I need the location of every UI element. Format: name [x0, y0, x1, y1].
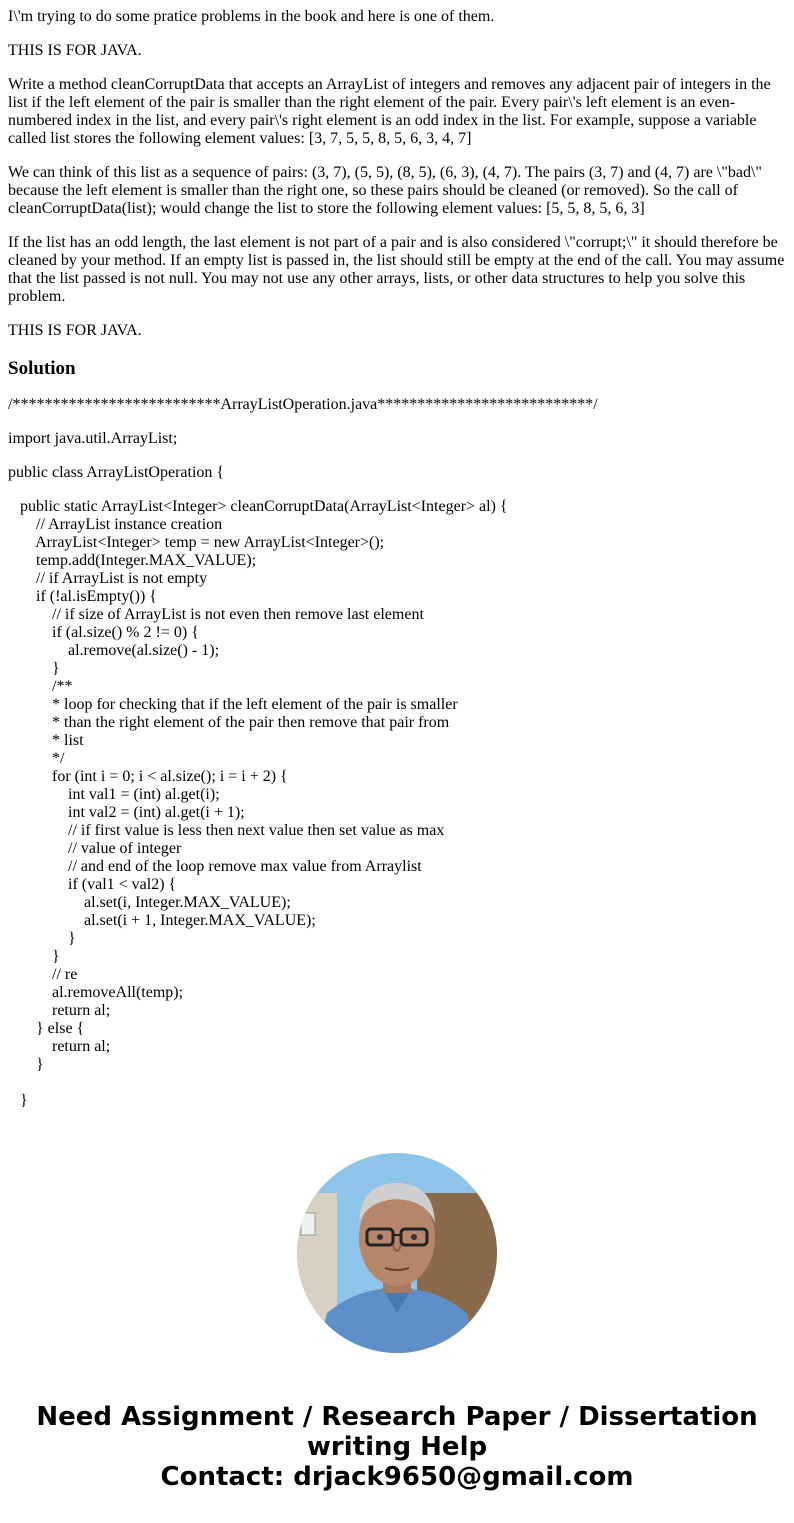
code-line: * than the right element of the pair then remove that pair from [8, 714, 450, 731]
code-line: * list [8, 732, 84, 749]
code-line: ArrayList<Integer> temp = new ArrayList<Integer>(); [8, 534, 385, 551]
code-line: // if first value is less then next value then set value as max [8, 822, 445, 839]
promo-line: writing Help [306, 1432, 488, 1462]
promo-line: Need Assignment / Research Paper / Dissertation [36, 1402, 758, 1432]
avatar [297, 1153, 497, 1353]
page-content [8, 0, 786, 1126]
problem-paragraph: If the list has an odd length, the last element is not part of a pair and is also considered \"corrupt;\" it should therefore be cleaned by your method. If an empty list is passed in, the list should still be empty at the end of the call. You may assume that the list passed is not null. You may not use any other arrays, lists, or other data structures to help you solve this problem. [8, 234, 785, 305]
code-line: // and end of the loop remove max value from Arraylist [8, 858, 422, 875]
code-line: int val1 = (int) al.get(i); [8, 786, 220, 803]
code-line: al.remove(al.size() - 1); [8, 642, 220, 659]
file-banner: /**************************ArrayListOperation.java***************************/ [8, 396, 598, 413]
portrait-image [297, 1153, 497, 1353]
problem-paragraph: We can think of this list as a sequence of pairs: (3, 7), (5, 5), (8, 5), (6, 3), (4, 7). The pairs (3, 7) and (4, 7) are \"bad\" because the left element is smaller than the right one, so these pairs should be cleaned (or removed). So the call of cleanCorruptData(list); would change the list to store the following element values: [5, 5, 8, 5, 6, 3] [8, 164, 762, 217]
code-line: /** [8, 678, 73, 695]
code-line: if (!al.isEmpty()) { [8, 588, 157, 605]
question-intro: I\'m trying to do some pratice problems in the book and here is one of them. [8, 8, 495, 25]
code-line: temp.add(Integer.MAX_VALUE); [8, 552, 257, 569]
solution-heading: Solution [8, 358, 76, 379]
code-line: al.set(i + 1, Integer.MAX_VALUE); [8, 912, 316, 929]
code-line: // re [8, 966, 78, 983]
code-line: } else { [8, 1020, 85, 1037]
code-line: } [8, 930, 76, 947]
code-line: al.set(i, Integer.MAX_VALUE); [8, 894, 291, 911]
code-line: return al; [8, 1038, 111, 1055]
code-line: if (val1 < val2) { [8, 876, 177, 893]
promo-footer [0, 1402, 794, 1492]
code-line: } [8, 1092, 28, 1109]
code-line: // ArrayList instance creation [8, 516, 223, 533]
code-line: } [8, 948, 60, 965]
code-line: // if size of ArrayList is not even then remove last element [8, 606, 424, 623]
class-declaration: public class ArrayListOperation { [8, 464, 225, 481]
code-line: * loop for checking that if the left element of the pair is smaller [8, 696, 458, 713]
contact-line: Contact: drjack9650@gmail.com [160, 1462, 634, 1492]
left-eye [377, 1234, 383, 1240]
import-line: import java.util.ArrayList; [8, 430, 178, 447]
switch-plate [301, 1213, 315, 1235]
code-line: // if ArrayList is not empty [8, 570, 208, 587]
code-line: // value of integer [8, 840, 182, 857]
code-line: for (int i = 0; i < al.size(); i = i + 2) { [8, 768, 288, 785]
code-line: } [8, 1056, 44, 1073]
problem-paragraph: Write a method cleanCorruptData that accepts an ArrayList of integers and removes any adjacent pair of integers in the list if the left element of the pair is smaller than the right element of the pair. Every pair\'s left element is an even-numbered index in the list, and every pair\'s right element is an odd index in the list. For example, suppose a variable called list stores the following element values: [3, 7, 5, 5, 8, 5, 6, 3, 4, 7] [8, 76, 771, 147]
code-line: if (al.size() % 2 != 0) { [8, 624, 199, 641]
code-line: } [8, 660, 60, 677]
code-line: return al; [8, 1002, 111, 1019]
code-block [8, 498, 786, 1110]
code-line: al.removeAll(temp); [8, 984, 184, 1001]
code-line: int val2 = (int) al.get(i + 1); [8, 804, 245, 821]
code-line: */ [8, 750, 65, 767]
java-note: THIS IS FOR JAVA. [8, 322, 142, 339]
right-eye [411, 1234, 417, 1240]
code-line [8, 1074, 786, 1092]
code-line: public static ArrayList<Integer> cleanCorruptData(ArrayList<Integer> al) { [8, 498, 508, 515]
java-note: THIS IS FOR JAVA. [8, 42, 142, 59]
